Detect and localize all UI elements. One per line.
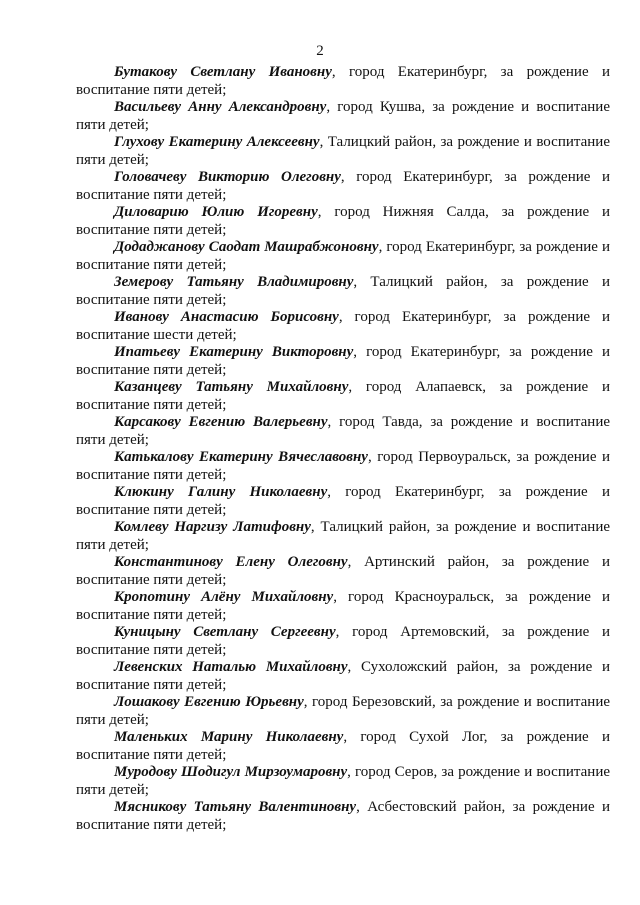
recipient-name: Муродову Шодигул Мирзоумаровну: [114, 764, 348, 780]
recipient-name: Ипатьеву Екатерину Викторовну: [114, 344, 354, 360]
award-list: [76, 64, 610, 834]
recipient-name: Додаджанову Саодат Машрабжоновну: [114, 239, 379, 255]
award-entry: [76, 589, 610, 624]
award-entry: [76, 64, 610, 99]
recipient-details: , Асбестовский район, за рождение и воспитание пяти детей;: [76, 799, 611, 833]
recipient-name: Клюкину Галину Николаевну: [114, 484, 328, 500]
recipient-details: , город Екатеринбург, за рождение и воспитание пяти детей;: [76, 344, 610, 378]
recipient-details: , город Тавда, за рождение и воспитание пяти детей;: [76, 414, 610, 448]
page-number: 2: [316, 43, 324, 59]
recipient-details: , город Красноуральск, за рождение и воспитание пяти детей;: [76, 589, 610, 623]
recipient-name: Мясникову Татьяну Валентиновну: [114, 799, 357, 815]
recipient-details: , город Артемовский, за рождение и воспитание пяти детей;: [76, 624, 611, 658]
recipient-name: Головачеву Викторию Олеговну: [114, 169, 341, 185]
recipient-details: , город Первоуральск, за рождение и воспитание пяти детей;: [76, 449, 610, 483]
recipient-name: Васильеву Анну Александровну: [114, 99, 327, 115]
recipient-details: , город Екатеринбург, за рождение и воспитание пяти детей;: [76, 484, 610, 518]
recipient-details: , город Серов, за рождение и воспитание пяти детей;: [76, 764, 610, 798]
recipient-name: Константинову Елену Олеговну: [114, 554, 348, 570]
award-entry: [76, 799, 610, 834]
recipient-name: Маленьких Марину Николаевну: [114, 729, 344, 745]
award-entry: [76, 659, 610, 694]
recipient-name: Глухову Екатерину Алексеевну: [114, 134, 320, 150]
award-entry: [76, 624, 610, 659]
recipient-name: Земерову Татьяну Владимировну: [114, 274, 354, 290]
recipient-details: , город Алапаевск, за рождение и воспитание пяти детей;: [76, 379, 610, 413]
recipient-details: , город Екатеринбург, за рождение и воспитание пяти детей;: [76, 169, 610, 203]
recipient-details: , Артинский район, за рождение и воспитание пяти детей;: [76, 554, 610, 588]
recipient-name: Комлеву Наргизу Латифовну: [114, 519, 311, 535]
recipient-details: , город Екатеринбург, за рождение и воспитание пяти детей;: [76, 64, 610, 98]
award-entry: [76, 519, 610, 554]
recipient-name: Куницыну Светлану Сергеевну: [114, 624, 336, 640]
recipient-details: , город Екатеринбург, за рождение и воспитание пяти детей;: [76, 239, 610, 273]
award-entry: [76, 694, 610, 729]
award-entry: [76, 344, 610, 379]
award-entry: [76, 309, 610, 344]
award-entry: [76, 449, 610, 484]
recipient-details: , город Екатеринбург, за рождение и воспитание шести детей;: [76, 309, 610, 343]
award-entry: [76, 204, 610, 239]
recipient-details: , Талицкий район, за рождение и воспитание пяти детей;: [76, 134, 610, 168]
recipient-name: Лошакову Евгению Юрьевну: [114, 694, 304, 710]
recipient-details: , город Нижняя Салда, за рождение и воспитание пяти детей;: [76, 204, 611, 238]
recipient-name: Кропотину Алёну Михайловну: [114, 589, 334, 605]
recipient-name: Иванову Анастасию Борисовну: [114, 309, 339, 325]
recipient-details: , Сухоложский район, за рождение и воспитание пяти детей;: [76, 659, 610, 693]
award-entry: [76, 764, 610, 799]
recipient-details: , Талицкий район, за рождение и воспитание пяти детей;: [76, 274, 610, 308]
award-entry: [76, 169, 610, 204]
recipient-name: Казанцеву Татьяну Михайловну: [114, 379, 349, 395]
recipient-name: Катькалову Екатерину Вячеславовну: [114, 449, 368, 465]
award-entry: [76, 379, 610, 414]
award-entry: [76, 484, 610, 519]
recipient-details: , город Березовский, за рождение и воспитание пяти детей;: [76, 694, 610, 728]
recipient-name: Карсакову Евгению Валерьевну: [114, 414, 328, 430]
recipient-name: Левенских Наталью Михайловну: [114, 659, 348, 675]
award-entry: [76, 134, 610, 169]
award-entry: [76, 99, 610, 134]
award-entry: [76, 274, 610, 309]
award-entry: [76, 239, 610, 274]
recipient-details: , город Кушва, за рождение и воспитание пяти детей;: [76, 99, 610, 133]
recipient-name: Диловарию Юлию Игоревну: [114, 204, 318, 220]
award-entry: [76, 554, 610, 589]
award-entry: [76, 414, 610, 449]
recipient-details: , Талицкий район, за рождение и воспитание пяти детей;: [76, 519, 611, 553]
recipient-name: Бутакову Светлану Ивановну: [114, 64, 332, 80]
recipient-details: , город Сухой Лог, за рождение и воспитание пяти детей;: [76, 729, 610, 763]
award-entry: [76, 729, 610, 764]
